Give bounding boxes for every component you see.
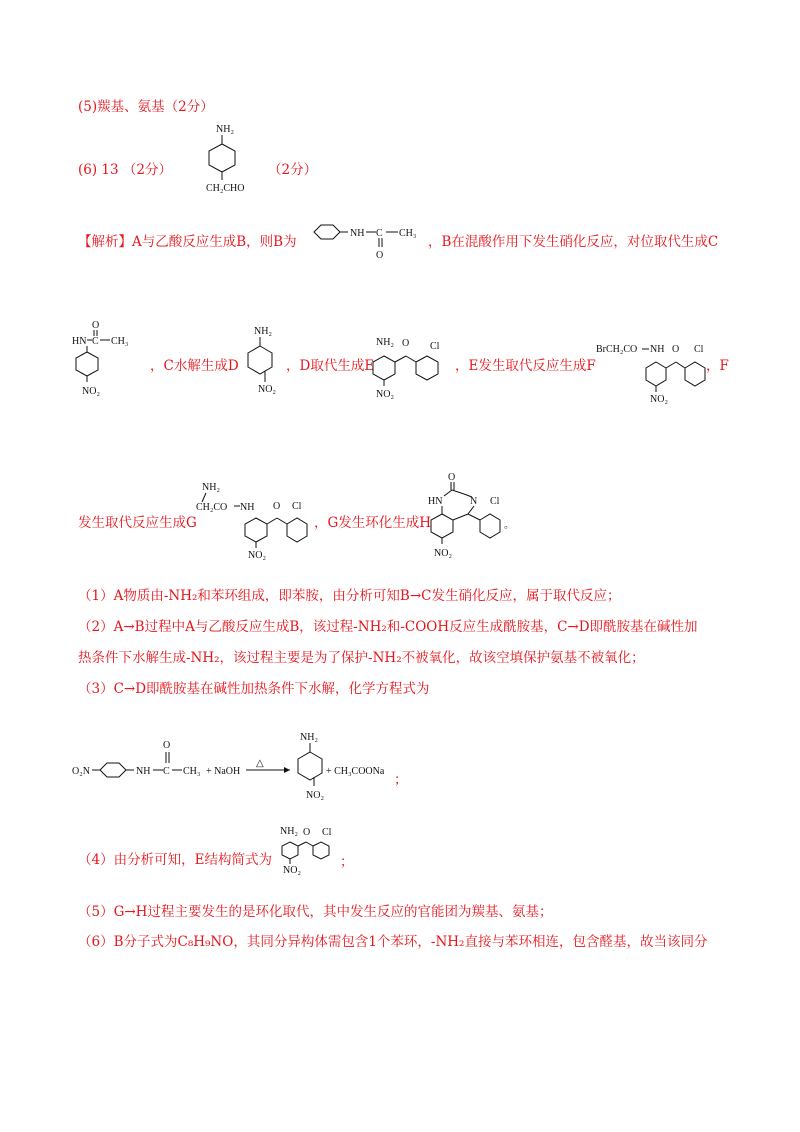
label-nh2-d: NH₂ [254, 326, 272, 337]
label-brch2co: BrCH₂CO [596, 344, 638, 355]
structure-aminophenylacetaldehyde [196, 120, 266, 198]
label-no2-e-small: NO₂ [283, 865, 301, 876]
label-o: O [376, 250, 384, 261]
label-nh2-e: NH₂ [376, 337, 394, 348]
question-4-end: ； [340, 854, 354, 870]
label-n-h: N [470, 496, 478, 507]
analysis-line-2b: ，D取代生成E [286, 358, 375, 374]
svg-text:O: O [92, 320, 100, 331]
label-delta: △ [256, 758, 264, 769]
structure-h-benzodiazepine [426, 470, 522, 566]
svg-text:O: O [402, 338, 410, 349]
svg-text:C: C [92, 336, 99, 347]
answer-5: (5)羰基、氨基（2分） [78, 99, 214, 115]
question-2a: （2）A→B过程中A与乙酸反应生成B，该过程-NH₂和-COOH反应生成酰胺基，C→D即酰胺基在碱性加 [78, 619, 698, 635]
structure-d-nitroaniline [240, 322, 290, 402]
answer-6-score: （2分） [268, 162, 318, 178]
label-cl-h: Cl [490, 496, 500, 507]
label-cl-g: Cl [292, 501, 302, 512]
label-ch2co-g: CH₂CO [196, 502, 228, 513]
label-naoh: + NaOH [206, 766, 241, 777]
label-nh2-eq: NH₂ [300, 732, 318, 743]
label-ch3: CH₃ [399, 228, 417, 239]
label-no2-c: NO₂ [82, 386, 100, 397]
structure-g [196, 478, 312, 564]
label-cl-e-small: Cl [322, 827, 332, 838]
question-6: （6）B分子式为C₈H₉NO，其同分异构体需包含1个苯环，-NH₂直接与苯环相连，包含醛基，故当该同分 [78, 934, 708, 950]
structure-acetanilide [310, 214, 428, 262]
question-3-end: ； [394, 772, 408, 788]
label-nh-eq: NH [136, 766, 151, 777]
question-1: （1）A物质由-NH₂和苯环组成，即苯胺，由分析可知B→C发生硝化反应，属于取代反应； [78, 588, 621, 604]
analysis-line-2d: ，F [706, 358, 729, 374]
question-4: （4）由分析可知，E结构简式为 [78, 852, 272, 868]
label-o-eq: O [163, 740, 171, 751]
analysis-line-1b: ，B在混酸作用下发生硝化反应，对位取代生成C [428, 234, 719, 250]
label-nh2: NH₂ [216, 124, 234, 135]
analysis-line-2a: ，C水解生成D [150, 358, 239, 374]
label-o-h: O [448, 472, 456, 483]
label-no2-e: NO₂ [376, 389, 394, 400]
label-no2-eq: NO₂ [306, 790, 324, 801]
analysis-line-2c: ，E发生取代反应生成F [455, 358, 596, 374]
analysis-line-3a: 发生取代反应生成G [78, 515, 197, 531]
label-nh2-g: NH₂ [202, 482, 220, 493]
analysis-line-1a: 【解析】A与乙酸反应生成B，则B为 [78, 234, 297, 250]
structure-f [596, 340, 708, 406]
label-nh: NH [350, 228, 365, 239]
svg-text:O: O [672, 344, 680, 355]
answer-6: (6) 13 （2分） [78, 162, 172, 178]
question-5: （5）G→H过程主要发生的是环化取代，其中发生反应的官能团为羰基、氨基； [78, 904, 553, 920]
label-period: 。 [504, 520, 514, 531]
label-no2-h: NO₂ [434, 548, 452, 559]
structure-c-nitroacetanilide [72, 318, 152, 400]
label-ch3-eq: CH₃ [183, 766, 201, 777]
analysis-line-3b: ，G发生环化生成H [314, 515, 432, 531]
structure-e-small [278, 826, 342, 876]
label-o2n: O₂N [72, 766, 90, 777]
svg-text:O: O [303, 827, 311, 838]
label-ch3-c: CH₃ [111, 336, 129, 347]
label-cl-e: Cl [430, 341, 440, 352]
question-2b: 热条件下水解生成-NH₂，该过程主要是为了保护-NH₂不被氧化，故该空填保护氨基不被氧化； [78, 650, 645, 666]
question-3: （3）C→D即酰胺基在碱性加热条件下水解，化学方程式为 [78, 681, 430, 697]
label-no2-f: NO₂ [650, 394, 668, 405]
label-no2-g: NO₂ [248, 550, 266, 561]
label-no2-d: NO₂ [258, 384, 276, 395]
svg-text:O: O [273, 501, 281, 512]
label-nh2-e-small: NH₂ [280, 826, 298, 837]
label-hn-h: HN [428, 496, 443, 507]
label-ch2cho: CH₂CHO [206, 183, 245, 194]
label-nh-f: NH [650, 344, 665, 355]
label-ch3coona: + CH₃COONa [326, 766, 385, 777]
reaction-equation [70, 728, 410, 810]
structure-e [368, 334, 458, 402]
svg-text:C: C [163, 766, 170, 777]
label-hn-c: HN [72, 336, 87, 347]
label-cl-f: Cl [694, 344, 704, 355]
svg-text:C: C [376, 228, 383, 239]
label-nh-g: NH [240, 502, 255, 513]
